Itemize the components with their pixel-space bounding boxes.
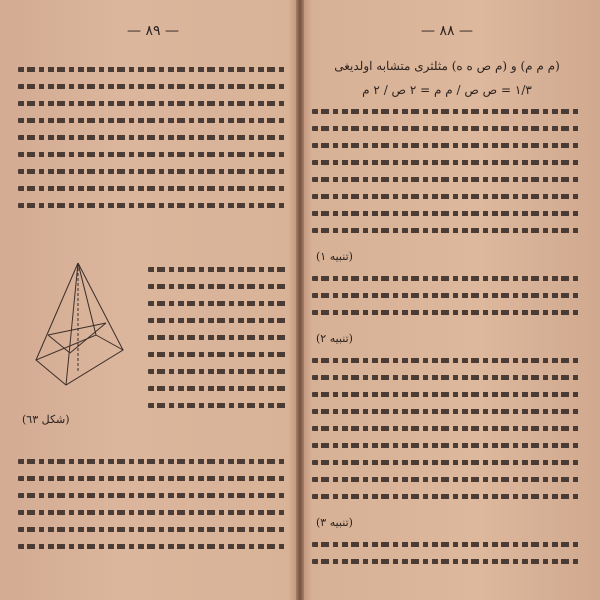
right-text-block xyxy=(312,109,582,233)
text-line xyxy=(18,135,288,140)
tanbih-1-label: (تنبيه ١) xyxy=(316,250,353,263)
formula-heading: (م م م) و (م ص ه ه) مثلثری متشابه اولدیغی xyxy=(334,59,560,73)
right-page-number: — ٨٨ — xyxy=(421,23,473,39)
right-page xyxy=(312,23,582,575)
right-text-block-3 xyxy=(312,358,582,499)
left-page xyxy=(18,23,288,575)
text-line xyxy=(18,203,288,208)
formula-equation: ١/٣ = ص ص / م م = ٢ ص / ٢ م xyxy=(362,83,532,97)
figure-label-62: (شكل ٦٣) xyxy=(22,413,70,426)
right-text-block-2 xyxy=(312,276,582,315)
text-line xyxy=(18,84,288,89)
left-text-block xyxy=(18,67,288,208)
text-line xyxy=(18,67,288,72)
pyramid-figure xyxy=(18,255,138,435)
left-text-block-2 xyxy=(148,255,288,420)
text-line xyxy=(18,186,288,191)
right-text-block-4 xyxy=(312,542,582,564)
book-gutter xyxy=(296,0,304,600)
text-line xyxy=(18,118,288,123)
pyramid-diagram xyxy=(18,255,138,405)
text-line xyxy=(18,169,288,174)
text-line xyxy=(18,152,288,157)
tanbih-3-label: (تنبيه ٣) xyxy=(316,516,353,529)
text-line xyxy=(18,101,288,106)
left-page-number: — ٨٩ — xyxy=(127,23,179,39)
tanbih-2-label: (تنبيه ٢) xyxy=(316,332,353,345)
left-text-block-3 xyxy=(18,447,288,561)
